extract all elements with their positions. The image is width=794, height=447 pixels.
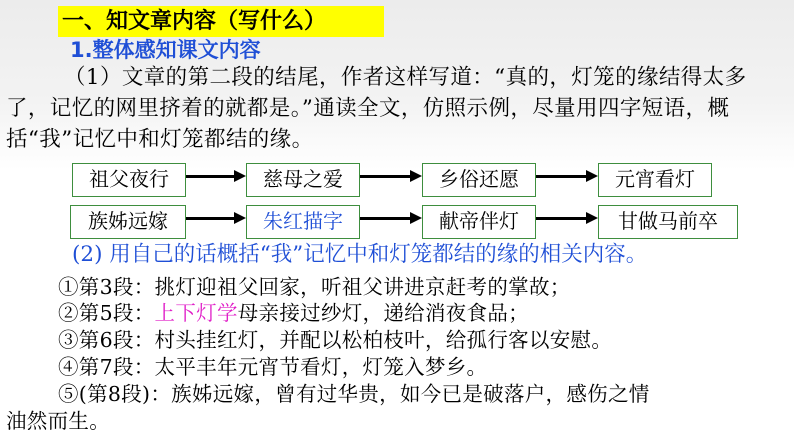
- flow-arrow: [536, 212, 598, 224]
- answer-item-2: ②第5段：上下灯学母亲接过纱灯，递给消夜食品；: [58, 301, 529, 325]
- flow-box-lantern-festival: 元宵看灯: [598, 163, 712, 197]
- flow-arrow: [186, 170, 246, 182]
- flow-box-mothers-love: 慈母之爱: [246, 163, 360, 197]
- question-2-text: (2) 用自己的话概括“我”记忆中和灯笼都结的缘的相关内容。: [72, 242, 648, 267]
- section-title: 一、知文章内容（写什么）: [58, 6, 384, 37]
- subsection-title: 1.整体感知课文内容: [70, 38, 261, 62]
- flow-box-grandfather-night: 祖父夜行: [72, 163, 186, 197]
- flow-arrow: [186, 212, 246, 224]
- answer-item-4: ④第7段：太平丰年元宵节看灯，灯笼入梦乡。: [58, 355, 488, 379]
- flow-arrow: [536, 170, 598, 182]
- question-1-text: （1）文章的第二段的结尾，作者这样写道：“真的，灯笼的缘结得太多了，记忆的网里挤着的就都是。”通读全文，仿照示例，尽量用四字短语，概括“我”记忆中和灯笼都结的缘。: [6, 65, 747, 152]
- flow-box-vanguard: 甘做马前卒: [598, 205, 738, 239]
- answer-item-5: ⑤(第8段)：族姊远嫁，曾有过华贵，如今已是破落户，感伤之情: [58, 382, 650, 406]
- highlight-phrase: 上下灯学: [154, 301, 238, 325]
- flow-arrow: [360, 212, 422, 224]
- flow-box-emperor-lamp: 献帝伴灯: [422, 205, 536, 239]
- flow-box-village-custom: 乡俗还愿: [422, 163, 536, 197]
- flow-arrow: [360, 170, 422, 182]
- answer-item-5-continued: 油然而生。: [6, 409, 110, 433]
- answer-item-1: ①第3段：挑灯迎祖父回家，听祖父讲进京赶考的掌故；: [58, 275, 571, 299]
- answer-item-3: ③第6段：村头挂红灯，并配以松柏枝叶，给孤行客以安慰。: [58, 328, 613, 352]
- flow-box-red-characters: 朱红描字: [246, 205, 360, 239]
- flow-box-sister-marriage: 族姊远嫁: [70, 205, 186, 239]
